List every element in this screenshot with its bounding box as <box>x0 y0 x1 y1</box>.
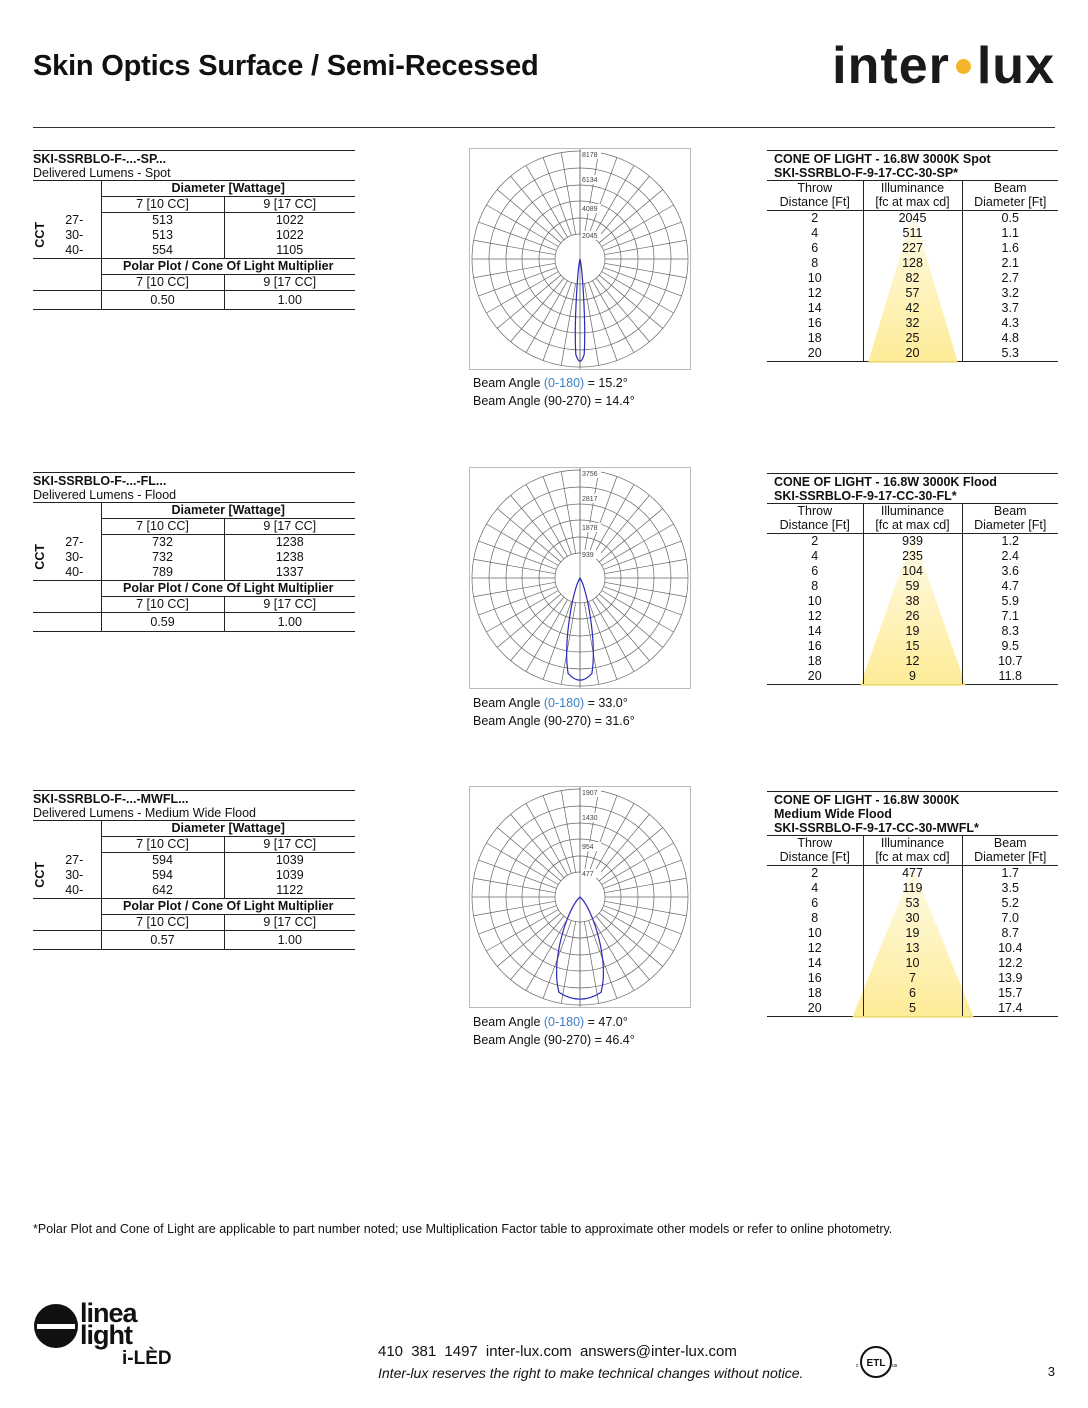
beam-angle-90-270: Beam Angle (90-270) = 46.4° <box>473 1032 635 1047</box>
polar-spoke <box>474 901 556 915</box>
mult-col-9cc: 9 [17 CC] <box>224 597 355 613</box>
beam-angle-0-180: Beam Angle (0-180) = 33.0° <box>473 696 628 710</box>
svg-text:c: c <box>856 1363 859 1369</box>
throw-distance: 8 <box>811 256 819 270</box>
beam-diameter: 11.8 <box>998 669 1022 683</box>
throw-distance: 16 <box>807 316 822 330</box>
illuminance: 15 <box>863 639 962 654</box>
polar-spoke <box>605 582 687 596</box>
part-number: SKI-SSRBLO-F-...-FL... <box>33 472 355 488</box>
illuminance: 9 <box>863 669 962 684</box>
throw-distance: 12 <box>807 609 822 623</box>
polar-spoke <box>561 153 575 235</box>
illuminance: 32 <box>863 316 962 331</box>
throw-distance: 14 <box>807 301 822 315</box>
lumens-subtitle: Delivered Lumens - Flood <box>33 488 177 502</box>
cct-value: 27- <box>65 852 84 867</box>
cone-row <box>767 941 1058 956</box>
cone-row <box>767 639 1058 654</box>
lumens-grid <box>33 180 355 310</box>
cone-title-line: Medium Wide Flood <box>774 807 892 821</box>
cone-row <box>767 301 1058 316</box>
mult-col-9cc: 9 [17 CC] <box>224 275 355 291</box>
mult-col-7cc: 7 [10 CC] <box>101 915 224 931</box>
lumen-value-9: 1105 <box>224 243 355 259</box>
beam-diameter: 2.4 <box>1001 549 1019 563</box>
polar-ring-label: 954 <box>582 844 594 851</box>
illuminance: 2045 <box>863 211 962 227</box>
polar-ring-label: 1907 <box>582 790 598 797</box>
polar-spoke <box>584 791 598 873</box>
footnote: *Polar Plot and Cone of Light are applicable to part number noted; use Multiplication Factor table to approximate other models or refer to online photometry. <box>33 1222 893 1236</box>
cct-label: CCT <box>33 862 47 889</box>
lumen-value-9: 1022 <box>224 213 355 229</box>
logo-dot <box>956 59 971 74</box>
throw-distance: 8 <box>811 579 819 593</box>
throw-distance: 2 <box>811 866 819 880</box>
polar-spoke <box>511 278 564 342</box>
polar-spoke <box>605 901 687 915</box>
cct-value: 40- <box>65 564 84 579</box>
lumen-value-7: 594 <box>101 853 224 869</box>
beam-diameter: 4.7 <box>1001 579 1019 593</box>
polar-spoke <box>474 559 556 573</box>
illuminance: 82 <box>863 271 962 286</box>
polar-spoke <box>584 922 598 1004</box>
throw-distance: 16 <box>807 639 822 653</box>
svg-text:us: us <box>892 1363 898 1369</box>
beam-diameter: 1.1 <box>1001 226 1019 240</box>
multiplier-9: 1.00 <box>224 291 355 310</box>
throw-distance: 6 <box>811 564 819 578</box>
polar-spoke <box>474 582 556 596</box>
beam-diameter: 3.2 <box>1001 286 1019 300</box>
throw-distance: 2 <box>811 211 819 225</box>
polar-plot <box>469 148 691 370</box>
polar-spoke <box>561 472 575 554</box>
illuminance: 10 <box>863 956 962 971</box>
diameter-header: Diameter [Wattage] <box>101 821 355 837</box>
throw-distance: 6 <box>811 241 819 255</box>
beam-angle-0-180: Beam Angle (0-180) = 15.2° <box>473 376 628 390</box>
polar-ring-label: 3756 <box>582 471 598 478</box>
polar-spoke <box>497 594 561 647</box>
illuminance: 6 <box>863 986 962 1001</box>
cone-title-line: SKI-SSRBLO-F-9-17-CC-30-FL* <box>774 489 957 503</box>
cone-row <box>767 211 1058 227</box>
footer-disclaimer: Inter-lux reserves the right to make technical changes without notice. <box>378 1365 804 1381</box>
polar-spoke <box>474 263 556 277</box>
cone-row <box>767 226 1058 241</box>
throw-distance: 4 <box>811 226 819 240</box>
polar-plot <box>469 786 691 1008</box>
beam-diameter: 0.5 <box>1001 211 1019 225</box>
throw-distance: 8 <box>811 911 819 925</box>
multiplier-7: 0.59 <box>101 613 224 632</box>
cone-title-line: CONE OF LIGHT - 16.8W 3000K Flood <box>774 475 997 489</box>
diameter-header: Diameter [Wattage] <box>101 181 355 197</box>
linea-light-wordmark: linea light <box>80 1298 137 1350</box>
illuminance: 12 <box>863 654 962 669</box>
lumen-value-9: 1238 <box>224 535 355 551</box>
beam-diameter: 1.6 <box>1001 241 1019 255</box>
cct-value: 40- <box>65 882 84 897</box>
cone-row <box>767 316 1058 331</box>
polar-ring-label: 4089 <box>582 206 598 213</box>
beam-diameter: 15.7 <box>998 986 1023 1000</box>
illuminance: 25 <box>863 331 962 346</box>
beam-diameter: 9.5 <box>1001 639 1019 653</box>
polar-spoke <box>605 240 687 254</box>
throw-distance: 18 <box>807 654 822 668</box>
beam-angle-90-270: Beam Angle (90-270) = 14.4° <box>473 393 635 408</box>
multiplier-7: 0.50 <box>101 291 224 310</box>
cone-row <box>767 271 1058 286</box>
illuminance: 30 <box>863 911 962 926</box>
throw-distance: 18 <box>807 986 822 1000</box>
cone-row <box>767 624 1058 639</box>
multiplier-7: 0.57 <box>101 931 224 950</box>
polar-spoke <box>511 597 564 661</box>
throw-distance: 12 <box>807 941 822 955</box>
part-number: SKI-SSRBLO-F-...-SP... <box>33 150 355 166</box>
polar-ring-label: 2045 <box>582 233 598 240</box>
cct-value: 40- <box>65 242 84 257</box>
lumen-value-7: 642 <box>101 883 224 899</box>
beam-diameter: 3.6 <box>1001 564 1019 578</box>
beam-diameter: 7.1 <box>1001 609 1019 623</box>
illuminance-header: Illuminance [fc at max cd] <box>863 181 962 211</box>
page-title: Skin Optics Surface / Semi-Recessed <box>33 50 539 82</box>
beam-angles <box>473 1014 635 1049</box>
lumen-value-7: 732 <box>101 535 224 551</box>
throw-distance: 12 <box>807 286 822 300</box>
etl-cert-icon <box>852 1345 900 1379</box>
throw-distance: 20 <box>807 669 822 683</box>
beam-diameter-header: Beam Diameter [Ft] <box>962 836 1058 866</box>
multiplier-header: Polar Plot / Cone Of Light Multiplier <box>101 581 355 597</box>
polar-spoke <box>599 509 663 562</box>
illuminance: 7 <box>863 971 962 986</box>
beam-diameter: 2.1 <box>1001 256 1019 270</box>
lumens-grid <box>33 502 355 632</box>
lumen-value-7: 513 <box>101 228 224 243</box>
illuminance: 104 <box>863 564 962 579</box>
polar-spoke <box>599 190 663 243</box>
footer-contact: 410 381 1497 inter-lux.com answers@inter-lux.com <box>378 1343 737 1360</box>
polar-spoke <box>497 190 561 243</box>
lumens-table <box>33 150 355 310</box>
cone-row <box>767 986 1058 1001</box>
polar-spoke <box>561 791 575 873</box>
cone-row <box>767 866 1058 882</box>
beam-diameter-header: Beam Diameter [Ft] <box>962 181 1058 211</box>
polar-spoke <box>497 275 561 328</box>
illuminance: 57 <box>863 286 962 301</box>
cone-row <box>767 534 1058 550</box>
illuminance: 42 <box>863 301 962 316</box>
lumen-value-7: 554 <box>101 243 224 259</box>
polar-ring-label: 1878 <box>582 525 598 532</box>
polar-spoke <box>561 284 575 366</box>
lumen-value-7: 789 <box>101 565 224 581</box>
polar-spoke <box>497 828 561 881</box>
beam-diameter: 12.2 <box>998 956 1023 970</box>
beam-diameter: 7.0 <box>1001 911 1019 925</box>
polar-ring-label: 6134 <box>582 177 598 184</box>
col-9cc: 9 [17 CC] <box>224 197 355 213</box>
throw-distance: 14 <box>807 624 822 638</box>
multiplier-9: 1.00 <box>224 931 355 950</box>
diameter-header: Diameter [Wattage] <box>101 503 355 519</box>
polar-spoke <box>605 878 687 892</box>
polar-spoke <box>599 275 663 328</box>
illuminance: 128 <box>863 256 962 271</box>
cone-title-line: SKI-SSRBLO-F-9-17-CC-30-SP* <box>774 166 959 180</box>
polar-spoke <box>605 559 687 573</box>
polar-spoke <box>596 176 649 240</box>
polar-spoke <box>511 495 564 559</box>
throw-distance: 20 <box>807 1001 822 1015</box>
cone-row <box>767 1001 1058 1016</box>
cone-row <box>767 911 1058 926</box>
cone-row <box>767 654 1058 669</box>
illuminance: 227 <box>863 241 962 256</box>
col-9cc: 9 [17 CC] <box>224 519 355 535</box>
polar-spoke <box>561 922 575 1004</box>
polar-spoke <box>599 913 663 966</box>
beam-diameter: 3.7 <box>1001 301 1019 315</box>
illuminance: 13 <box>863 941 962 956</box>
cone-of-light-table <box>767 150 1058 362</box>
cone-title-line: CONE OF LIGHT - 16.8W 3000K <box>774 793 960 807</box>
svg-text:ETL: ETL <box>866 1358 886 1369</box>
beam-diameter: 1.7 <box>1001 866 1019 880</box>
beam-angle-0-180: Beam Angle (0-180) = 47.0° <box>473 1015 628 1029</box>
cone-row <box>767 926 1058 941</box>
illuminance: 59 <box>863 579 962 594</box>
cone-row <box>767 609 1058 624</box>
cct-value: 27- <box>65 212 84 227</box>
throw-header: Throw Distance [Ft] <box>767 836 863 866</box>
beam-diameter: 5.3 <box>1001 346 1019 360</box>
throw-distance: 10 <box>807 271 822 285</box>
lumens-subtitle: Delivered Lumens - Spot <box>33 166 171 180</box>
cone-row <box>767 564 1058 579</box>
beam-angles <box>473 375 635 410</box>
throw-distance: 4 <box>811 881 819 895</box>
illuminance: 19 <box>863 926 962 941</box>
multiplier-header: Polar Plot / Cone Of Light Multiplier <box>101 899 355 915</box>
cone-row <box>767 594 1058 609</box>
throw-distance: 4 <box>811 549 819 563</box>
page-number: 3 <box>1047 1364 1055 1379</box>
cone-row <box>767 256 1058 271</box>
polar-spoke <box>584 153 598 235</box>
lumen-value-7: 732 <box>101 550 224 565</box>
lumen-value-9: 1122 <box>224 883 355 899</box>
linea-light-logo-icon <box>33 1303 79 1349</box>
illuminance: 20 <box>863 346 962 361</box>
illuminance-header: Illuminance [fc at max cd] <box>863 504 962 534</box>
beam-diameter: 8.3 <box>1001 624 1019 638</box>
cone-row <box>767 971 1058 986</box>
cone-row <box>767 956 1058 971</box>
cone-row <box>767 286 1058 301</box>
throw-distance: 2 <box>811 534 819 548</box>
beam-diameter: 4.3 <box>1001 316 1019 330</box>
lumen-value-9: 1337 <box>224 565 355 581</box>
polar-spoke <box>599 594 663 647</box>
polar-ring-label: 2817 <box>582 496 598 503</box>
lumens-table <box>33 790 355 950</box>
beam-diameter: 13.9 <box>998 971 1023 985</box>
mult-col-7cc: 7 [10 CC] <box>101 275 224 291</box>
throw-distance: 10 <box>807 594 822 608</box>
beam-diameter: 1.2 <box>1001 534 1019 548</box>
lumens-subtitle: Delivered Lumens - Medium Wide Flood <box>33 806 257 820</box>
col-7cc: 7 [10 CC] <box>101 197 224 213</box>
illuminance: 119 <box>863 881 962 896</box>
beam-diameter-header: Beam Diameter [Ft] <box>962 504 1058 534</box>
cone-row <box>767 669 1058 684</box>
illuminance: 939 <box>863 534 962 550</box>
lumens-table <box>33 472 355 632</box>
beam-diameter: 5.9 <box>1001 594 1019 608</box>
mult-col-7cc: 7 [10 CC] <box>101 597 224 613</box>
lumens-grid <box>33 820 355 950</box>
cct-label: CCT <box>33 544 47 571</box>
cone-row <box>767 579 1058 594</box>
polar-spoke <box>596 278 649 342</box>
illuminance: 26 <box>863 609 962 624</box>
polar-spoke <box>497 913 561 966</box>
throw-distance: 20 <box>807 346 822 360</box>
cone-row <box>767 241 1058 256</box>
polar-spoke <box>599 828 663 881</box>
beam-diameter: 2.7 <box>1001 271 1019 285</box>
polar-ring-label: 1430 <box>582 815 598 822</box>
throw-header: Throw Distance [Ft] <box>767 504 863 534</box>
beam-diameter: 4.8 <box>1001 331 1019 345</box>
illuminance: 19 <box>863 624 962 639</box>
beam-diameter: 10.4 <box>998 941 1023 955</box>
illuminance-header: Illuminance [fc at max cd] <box>863 836 962 866</box>
beam-angles <box>473 695 635 730</box>
col-7cc: 7 [10 CC] <box>101 519 224 535</box>
illuminance: 477 <box>863 866 962 882</box>
throw-distance: 18 <box>807 331 822 345</box>
col-7cc: 7 [10 CC] <box>101 837 224 853</box>
throw-distance: 14 <box>807 956 822 970</box>
lumen-value-9: 1022 <box>224 228 355 243</box>
polar-spoke <box>584 284 598 366</box>
polar-spoke <box>596 814 649 878</box>
polar-ring-label: 477 <box>582 871 594 878</box>
beam-angle-90-270: Beam Angle (90-270) = 31.6° <box>473 713 635 728</box>
header-divider <box>33 127 1055 128</box>
part-number: SKI-SSRBLO-F-...-MWFL... <box>33 790 355 806</box>
cct-value: 30- <box>65 549 84 564</box>
illuminance: 38 <box>863 594 962 609</box>
cct-value: 30- <box>65 227 84 242</box>
polar-ring-label: 939 <box>582 552 594 559</box>
cone-title-line: CONE OF LIGHT - 16.8W 3000K Spot <box>774 152 991 166</box>
polar-spoke <box>511 176 564 240</box>
cone-title-line: SKI-SSRBLO-F-9-17-CC-30-MWFL* <box>774 821 979 835</box>
polar-spoke <box>474 878 556 892</box>
lumen-value-9: 1039 <box>224 853 355 869</box>
polar-spoke <box>474 240 556 254</box>
cct-value: 27- <box>65 534 84 549</box>
illuminance: 235 <box>863 549 962 564</box>
polar-plot <box>469 467 691 689</box>
throw-distance: 6 <box>811 896 819 910</box>
col-9cc: 9 [17 CC] <box>224 837 355 853</box>
cct-value: 30- <box>65 867 84 882</box>
beam-diameter: 3.5 <box>1001 881 1019 895</box>
beam-diameter: 5.2 <box>1001 896 1019 910</box>
mult-col-9cc: 9 [17 CC] <box>224 915 355 931</box>
polar-spoke <box>596 597 649 661</box>
lumen-value-9: 1238 <box>224 550 355 565</box>
cone-row <box>767 331 1058 346</box>
cone-row <box>767 549 1058 564</box>
polar-spoke <box>596 495 649 559</box>
throw-header: Throw Distance [Ft] <box>767 181 863 211</box>
cone-row <box>767 896 1058 911</box>
cone-of-light-table <box>767 791 1058 1017</box>
multiplier-9: 1.00 <box>224 613 355 632</box>
inter-lux-logo: inter lux <box>832 37 1055 95</box>
iled-wordmark: i-LÈD <box>122 1348 172 1369</box>
lumen-value-7: 513 <box>101 213 224 229</box>
throw-distance: 16 <box>807 971 822 985</box>
polar-spoke <box>511 814 564 878</box>
beam-diameter: 10.7 <box>998 654 1023 668</box>
throw-distance: 10 <box>807 926 822 940</box>
lumen-value-9: 1039 <box>224 868 355 883</box>
illuminance: 53 <box>863 896 962 911</box>
polar-spoke <box>584 472 598 554</box>
cone-row <box>767 346 1058 361</box>
cone-row <box>767 881 1058 896</box>
multiplier-header: Polar Plot / Cone Of Light Multiplier <box>101 259 355 275</box>
illuminance: 5 <box>863 1001 962 1016</box>
polar-spoke <box>605 263 687 277</box>
beam-diameter: 17.4 <box>998 1001 1023 1015</box>
lumen-value-7: 594 <box>101 868 224 883</box>
cct-label: CCT <box>33 222 47 249</box>
illuminance: 511 <box>863 226 962 241</box>
cone-of-light-table <box>767 473 1058 685</box>
beam-diameter: 8.7 <box>1001 926 1019 940</box>
polar-ring-label: 8178 <box>582 152 598 159</box>
polar-spoke <box>497 509 561 562</box>
